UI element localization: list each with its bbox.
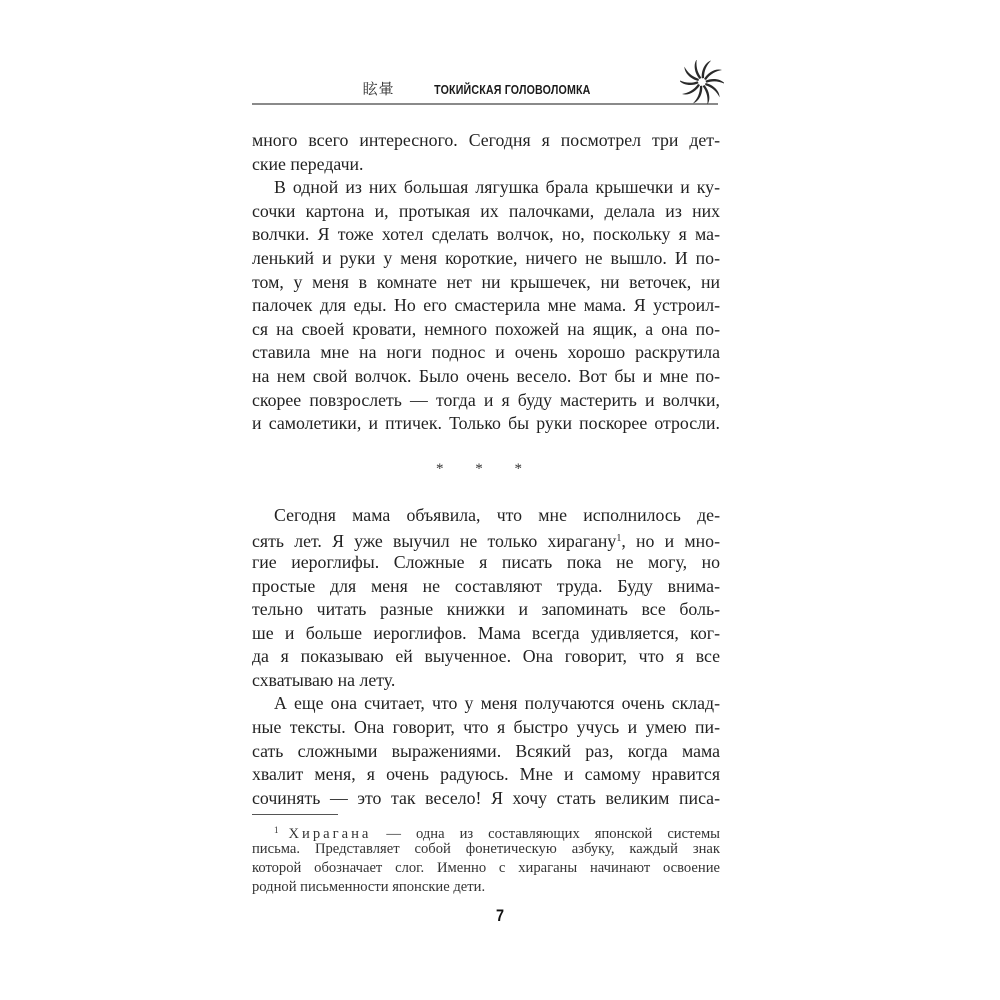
footnote-line: письма. Представляет собой фонетическую азбуку, каждый знак <box>252 841 720 857</box>
text-line: хвалит меня, я очень радуюсь. Мне и самому нравится <box>252 764 720 785</box>
footnote-rule <box>252 814 338 815</box>
section-divider: * * * <box>436 460 536 477</box>
text-line: В одной из них большая лягушка брала крышечки и ку- <box>274 177 720 198</box>
text-line: да я показываю ей выученное. Она говорит, что я все <box>252 646 720 667</box>
header-text <box>252 78 718 99</box>
text-line: палочек для еды. Но его смастерила мне мама. Я устроил- <box>252 295 720 316</box>
footnote-text: — одна из составляющих японской системы <box>371 826 720 842</box>
text-line: гие иероглифы. Сложные я писать пока не могу, но <box>252 551 720 572</box>
text-line: тельно читать разные книжки и запоминать все боль- <box>252 599 720 620</box>
paragraph-4 <box>252 692 720 810</box>
header-rule <box>252 103 718 105</box>
text-line: ше и больше иероглифов. Мама всегда удивляется, ког- <box>252 622 720 643</box>
text-line: сочки картона и, протыкая их палочками, делала из них <box>252 200 720 221</box>
paragraph-3 <box>252 504 720 693</box>
text-line: сать сложными выражениями. Всякий раз, когда мама <box>252 740 720 761</box>
text-line: на нем свой волчок. Было очень весело. Вот бы и мне по- <box>252 365 720 386</box>
footnote-line: которой обозначает слог. Именно с хираганы начинают освоение <box>252 860 720 876</box>
text-line: сочинять — это так весело! Я хочу стать великим писа- <box>252 787 720 808</box>
book-title: ТОКИЙСКАЯ ГОЛОВОЛОМКА <box>433 82 591 97</box>
text-line: простые для меня не составляют труда. Буду внима- <box>252 575 720 596</box>
text-line: скорее повзрослеть — тогда и я буду мастерить и волчки, <box>252 389 720 410</box>
text-segment: сять лет. Я уже выучил не только хирагану <box>252 531 617 552</box>
page-number: 7 <box>495 906 505 925</box>
text-line: ставила мне на ноги поднос и очень хорошо раскрутила <box>252 342 720 363</box>
text-line: ские передачи. <box>252 153 364 174</box>
text-line: том, у меня в комнате нет ни крышечек, ни веточек, ни <box>252 271 720 292</box>
text-line: ные тексты. Она говорит, что я быстро учусь и умею пи- <box>252 717 720 738</box>
footnote-line: родной письменности японские дети. <box>252 879 486 895</box>
text-line: волчки. Я тоже хотел сделать волчок, но, поскольку я ма- <box>252 224 720 245</box>
running-header <box>252 62 718 104</box>
text-segment: , но и мно- <box>621 531 720 552</box>
footnote-number: 1 <box>274 825 279 835</box>
footnote-line <box>252 821 720 840</box>
header-kanji: 眩暈 <box>362 80 395 98</box>
text-line: ленький и руки у меня короткие, ничего не вышло. И по- <box>252 247 720 268</box>
text-line: ся на своей кровати, немного похожей на ящик, а она по- <box>252 318 720 339</box>
text-line: много всего интересного. Сегодня я посмотрел три дет- <box>252 130 720 150</box>
text-line: Сегодня мама объявила, что мне исполнилось де- <box>274 504 720 525</box>
text-line: схватываю на лету. <box>252 669 396 690</box>
spiral-logo-icon <box>680 60 724 104</box>
body-text <box>252 129 720 810</box>
footnote-ref[interactable]: 1 <box>616 533 622 545</box>
text-line-with-footnote <box>252 527 720 551</box>
text-line: А еще она считает, что у меня получаются очень склад- <box>274 693 720 714</box>
footnote <box>252 821 720 897</box>
paragraph-1 <box>252 129 720 176</box>
text-line: и самолетики, и птичек. Только бы руки поскорее отросли. <box>252 413 720 434</box>
paragraph-2 <box>252 176 720 436</box>
footnote-term: Хирагана <box>288 826 372 842</box>
